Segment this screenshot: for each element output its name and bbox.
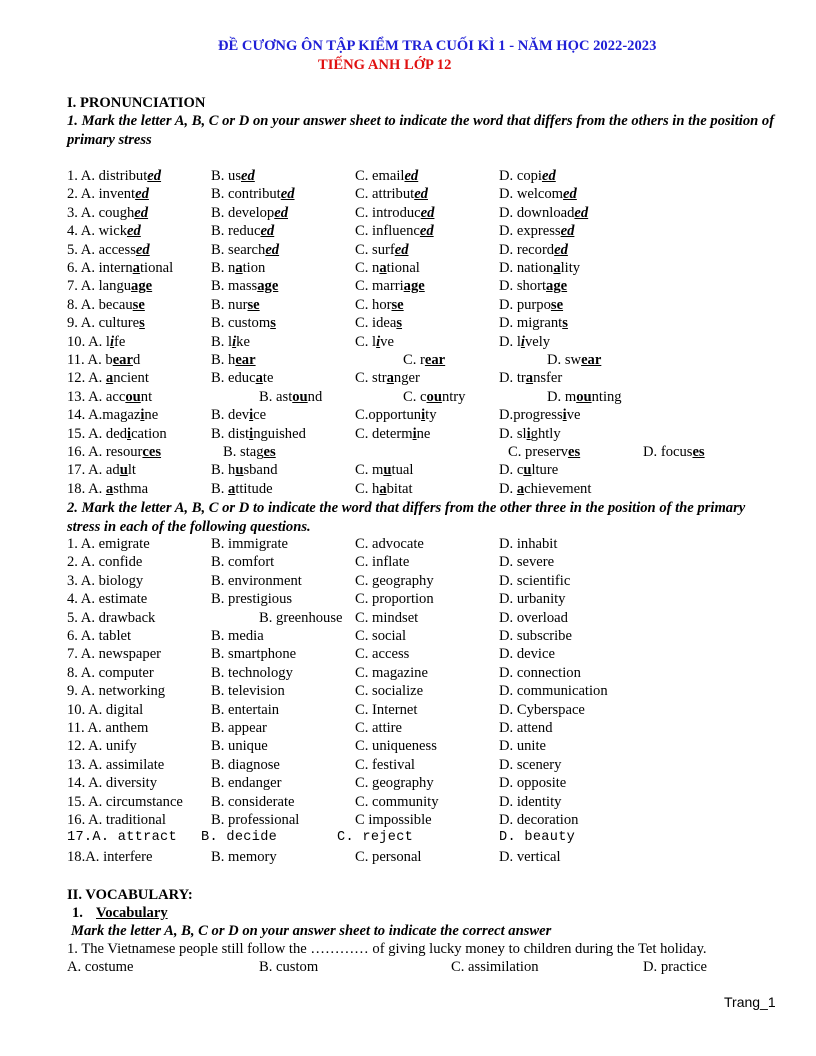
highlighted-sound: ou	[576, 388, 592, 405]
highlighted-sound: i	[249, 425, 254, 442]
stress-question-row	[67, 572, 787, 590]
question-row	[67, 314, 787, 332]
answer-option: C. proportion	[355, 591, 434, 608]
answer-option: 6. A. international	[67, 260, 174, 276]
stress-question-row	[67, 848, 787, 866]
answer-option: D. nationality	[499, 260, 581, 276]
stress-question-row	[67, 829, 787, 847]
highlighted-sound: ed	[134, 204, 149, 221]
answer-option: B. nation	[211, 260, 266, 276]
highlighted-sound: s	[562, 315, 568, 332]
highlighted-sound: ces	[142, 444, 162, 460]
option-c: C. assimilation	[451, 959, 539, 975]
answer-option: 17.A. attract	[67, 830, 177, 846]
question-row	[67, 461, 787, 479]
stress-question-row	[67, 811, 787, 829]
answer-option: 2. A. confide	[67, 554, 143, 571]
pronunciation-instruction-1: 1. Mark the letter A, B, C or D on your answer sheet to indicate the word that differs from the others in the position of primary stress	[67, 113, 775, 148]
answer-option: 3. A. coughed	[67, 204, 149, 221]
page-number: Trang_1	[724, 994, 776, 1010]
highlighted-sound: ed	[135, 241, 150, 258]
answer-option: 6. A. tablet	[67, 628, 132, 644]
highlighted-sound: se	[550, 296, 564, 313]
answer-option: C. habitat	[355, 480, 413, 497]
answer-option: C. access	[355, 646, 410, 663]
stress-question-row	[67, 756, 787, 774]
answer-option: C. reject	[337, 830, 414, 846]
answer-option: 12. A. ancient	[67, 370, 149, 387]
answer-option: C. rear	[403, 352, 446, 368]
highlighted-sound: a	[132, 260, 140, 276]
highlighted-sound: i	[249, 407, 254, 424]
question-row	[67, 388, 787, 406]
answer-option: B. prestigious	[211, 591, 293, 608]
answer-option: B. entertain	[211, 701, 280, 718]
answer-option: D. copied	[499, 168, 556, 184]
highlighted-sound: age	[403, 278, 425, 295]
highlighted-sound: se	[391, 296, 404, 313]
highlighted-sound: ed	[265, 241, 280, 258]
answer-option: B. like	[211, 333, 250, 350]
highlighted-sound: ou	[292, 388, 308, 405]
highlighted-sound: a	[516, 480, 525, 497]
answer-option: D. Cyberspace	[499, 701, 585, 718]
answer-option: 11. A. anthem	[67, 720, 149, 736]
question-row	[67, 167, 787, 185]
answer-option: C. attire	[355, 720, 403, 736]
answer-option: B. decide	[201, 830, 278, 846]
answer-option: C. inflate	[355, 554, 410, 571]
pronunciation-instruction-2: 2. Mark the letter A, B, C or D to indicate the word that differs from the other three in the position of the primary stress in each of the following questions.	[67, 500, 746, 535]
answer-option: C. attributed	[355, 186, 428, 203]
answer-option: C. emailed	[355, 168, 419, 184]
answer-option: C. socialize	[355, 683, 424, 700]
answer-option: B. comfort	[211, 554, 275, 571]
highlighted-sound: ed	[280, 186, 295, 203]
highlighted-sound: ed	[394, 241, 409, 258]
document-subtitle: TIẾNG ANH LỚP 12	[318, 57, 452, 73]
answer-option: D. inhabit	[499, 536, 558, 552]
answer-option: D. migrants	[499, 315, 568, 332]
answer-option: B. device	[211, 407, 267, 424]
answer-option: B. used	[211, 168, 255, 184]
highlighted-sound: a	[255, 370, 263, 387]
answer-option: C. magazine	[355, 664, 428, 681]
highlighted-sound: a	[228, 480, 236, 497]
answer-option: C.opportunity	[355, 407, 437, 424]
highlighted-sound: i	[520, 333, 525, 350]
answer-option: B. customs	[211, 315, 276, 332]
highlighted-sound: i	[376, 333, 381, 350]
answer-option: C. mindset	[355, 609, 419, 626]
answer-option: B. stages	[223, 444, 276, 460]
answer-option: B. appear	[211, 720, 267, 736]
highlighted-sound: ed	[274, 204, 289, 221]
answer-option: D. overload	[499, 609, 568, 626]
highlighted-sound: se	[247, 296, 260, 313]
highlighted-sound: a	[386, 370, 394, 387]
answer-option: B. greenhouse	[259, 609, 343, 626]
answer-option: C. geography	[355, 572, 434, 589]
highlighted-sound: a	[235, 260, 243, 276]
answer-option: B. distinguished	[211, 425, 306, 442]
answer-option: 8. A. computer	[67, 664, 154, 681]
answer-option: 4. A. estimate	[67, 591, 148, 608]
answer-option: 18. A. asthma	[67, 480, 149, 497]
answer-option: B. technology	[211, 664, 293, 681]
stress-question-row	[67, 609, 787, 627]
question-row	[67, 425, 787, 443]
answer-option: D. transfer	[499, 370, 563, 387]
highlighted-sound: ed	[414, 186, 428, 203]
answer-option: C. festival	[355, 756, 415, 773]
answer-option: B. educate	[211, 370, 274, 387]
answer-option: C. national	[355, 260, 420, 276]
highlighted-sound: ed	[419, 223, 434, 240]
answer-option: B. massage	[211, 278, 279, 295]
highlighted-sound: ed	[541, 168, 556, 184]
highlighted-sound: ear	[235, 352, 256, 368]
answer-option: C. surfed	[355, 241, 409, 258]
answer-option: C. mutual	[355, 462, 414, 479]
highlighted-sound: a	[553, 260, 561, 276]
answer-option: 13. A. assimilate	[67, 756, 165, 773]
stress-question-row	[67, 701, 787, 719]
answer-option: C. ideas	[355, 315, 403, 332]
section-vocabulary-heading: II. VOCABULARY:	[67, 887, 193, 903]
answer-option: B. reduced	[211, 223, 275, 240]
answer-option: D. opposite	[499, 775, 567, 792]
highlighted-sound: i	[140, 407, 145, 424]
answer-option: 7. A. newspaper	[67, 646, 162, 663]
question-row	[67, 480, 787, 498]
highlighted-sound: i	[421, 407, 426, 424]
answer-option: B. endanger	[211, 775, 282, 792]
highlighted-sound: se	[132, 296, 145, 313]
answer-option: D. subscribe	[499, 628, 572, 644]
stress-question-row	[67, 793, 787, 811]
highlighted-sound: ear	[424, 352, 446, 368]
answer-option: 16. A. resources	[67, 444, 162, 460]
question-row	[67, 369, 787, 387]
vocabulary-instruction: Mark the letter A, B, C or D on your answer sheet to indicate the correct answer	[71, 923, 552, 939]
question-row	[67, 241, 787, 259]
answer-option: C. determine	[355, 425, 431, 442]
highlighted-sound: a	[105, 370, 114, 387]
vocabulary-subheading-number: 1.	[72, 905, 83, 921]
answer-option: D. identity	[499, 793, 562, 810]
answer-option: C. advocate	[355, 536, 424, 552]
vocabulary-q1-options	[67, 958, 787, 976]
answer-option: B. media	[211, 628, 264, 644]
highlighted-sound: a	[105, 480, 114, 497]
highlighted-sound: es	[567, 444, 581, 460]
highlighted-sound: ear	[581, 352, 602, 368]
answer-option: D. focuses	[643, 444, 705, 460]
answer-option: B. professional	[211, 812, 300, 828]
answer-option: D. urbanity	[499, 591, 566, 608]
highlighted-sound: i	[109, 333, 115, 350]
answer-option: D. slightly	[499, 425, 561, 442]
answer-option: B. unique	[211, 738, 268, 755]
answer-option: B. searched	[211, 241, 280, 258]
stress-question-row	[67, 774, 787, 792]
answer-option: B. memory	[211, 848, 277, 865]
highlighted-sound: i	[232, 333, 237, 350]
highlighted-sound: ed	[404, 168, 419, 184]
highlighted-sound: ed	[574, 204, 589, 221]
answer-option: 14. A.magazine	[67, 407, 159, 424]
vocabulary-subheading: Vocabulary	[96, 905, 168, 921]
highlighted-sound: ed	[135, 186, 149, 203]
answer-option: C. stranger	[355, 370, 420, 387]
question-row	[67, 406, 787, 424]
stress-question-row	[67, 535, 787, 553]
answer-option: 4. A. wicked	[67, 223, 141, 240]
highlighted-sound: u	[523, 462, 532, 479]
answer-option: D. unite	[499, 738, 547, 755]
answer-option: 16. A. traditional	[67, 812, 166, 828]
answer-option: D. severe	[499, 554, 555, 571]
highlighted-sound: ou	[426, 388, 442, 405]
highlighted-sound: ed	[420, 204, 435, 221]
answer-option: D. beauty	[499, 830, 576, 846]
answer-option: 3. A. biology	[67, 572, 144, 589]
answer-option: C. preserves	[508, 444, 581, 460]
answer-option: D. scenery	[499, 756, 562, 773]
answer-option: 9. A. cultures	[67, 315, 145, 332]
highlighted-sound: u	[235, 462, 244, 479]
highlighted-sound: ou	[125, 388, 141, 405]
answer-option: C impossible	[355, 812, 432, 828]
answer-option: D. communication	[499, 683, 608, 700]
stress-question-row	[67, 682, 787, 700]
highlighted-sound: s	[139, 315, 145, 332]
option-d: D. practice	[643, 959, 708, 975]
answer-option: B. smartphone	[211, 646, 297, 663]
answer-option: C. uniqueness	[355, 738, 437, 755]
stress-question-row	[67, 737, 787, 755]
answer-option: 12. A. unify	[67, 738, 137, 755]
answer-option: 15. A. dedication	[67, 425, 167, 442]
answer-option: C. geography	[355, 775, 434, 792]
answer-option: B. hear	[211, 352, 256, 368]
answer-option: B. astound	[259, 388, 323, 405]
option-b: B. custom	[259, 959, 319, 975]
answer-option: D.progressive	[499, 407, 581, 424]
highlighted-sound: ed	[260, 223, 275, 240]
answer-option: D. downloaded	[499, 204, 589, 221]
highlighted-sound: ed	[554, 241, 568, 258]
answer-option: D. achievement	[499, 480, 592, 497]
question-row	[67, 204, 787, 222]
answer-option: D. shortage	[499, 278, 568, 295]
question-row	[67, 443, 787, 461]
stress-question-row	[67, 627, 787, 645]
answer-option: 13. A. account	[67, 388, 153, 405]
highlighted-sound: u	[383, 462, 392, 479]
vocabulary-question-1: 1. The Vietnamese people still follow the ………… of giving lucky money to children during the Tet holiday.	[67, 941, 707, 957]
highlighted-sound: s	[270, 315, 276, 332]
answer-option: D. welcomed	[499, 186, 577, 203]
answer-option: 10. A. life	[67, 333, 126, 350]
question-row	[67, 351, 787, 369]
highlighted-sound: es	[263, 444, 276, 460]
answer-option: 1. A. emigrate	[67, 536, 150, 552]
section-pronunciation-heading: I. PRONUNCIATION	[67, 95, 206, 111]
highlighted-sound: i	[526, 425, 531, 442]
answer-option: D. purpose	[499, 296, 564, 313]
highlighted-sound: ed	[127, 223, 141, 240]
answer-option: B. considerate	[211, 793, 295, 810]
answer-option: B. immigrate	[211, 536, 289, 552]
highlighted-sound: age	[131, 278, 153, 295]
answer-option: 7. A. language	[67, 278, 153, 295]
answer-option: B. environment	[211, 572, 302, 589]
highlighted-sound: i	[127, 425, 132, 442]
highlighted-sound: ed	[147, 168, 162, 184]
highlighted-sound: a	[379, 480, 387, 497]
stress-question-row	[67, 590, 787, 608]
answer-option: D. connection	[499, 664, 581, 681]
answer-option: C. personal	[355, 848, 422, 865]
highlighted-sound: ear	[112, 352, 133, 368]
stress-question-row	[67, 664, 787, 682]
question-row	[67, 185, 787, 203]
answer-option: C. social	[355, 628, 407, 644]
answer-option: C. marriage	[355, 278, 425, 295]
answer-option: D. mounting	[547, 388, 622, 405]
highlighted-sound: ed	[563, 186, 577, 203]
highlighted-sound: ed	[241, 168, 255, 184]
answer-option: 17. A. adult	[67, 462, 136, 479]
answer-option: B. contributed	[211, 186, 295, 203]
option-a: A. costume	[67, 959, 134, 975]
stress-question-row	[67, 719, 787, 737]
answer-option: 11. A. beard	[67, 352, 141, 368]
answer-option: 2. A. invented	[67, 186, 149, 203]
answer-option: B. developed	[211, 204, 289, 221]
answer-option: D. recorded	[499, 241, 568, 258]
answer-option: D. scientific	[499, 572, 571, 589]
highlighted-sound: age	[546, 278, 568, 295]
highlighted-sound: s	[396, 315, 403, 332]
question-row	[67, 259, 787, 277]
answer-option: D. attend	[499, 720, 553, 736]
answer-option: C. introduced	[355, 204, 435, 221]
answer-option: D. lively	[499, 333, 551, 350]
document-title: ĐỀ CƯƠNG ÔN TẬP KIỂM TRA CUỐI KÌ 1 - NĂM HỌC 2022-2023	[218, 38, 657, 54]
answer-option: D. vertical	[499, 848, 561, 865]
answer-option: 9. A. networking	[67, 683, 166, 700]
answer-option: 18.A. interfere	[67, 848, 153, 865]
question-row	[67, 277, 787, 295]
stress-question-row	[67, 645, 787, 663]
answer-option: C. community	[355, 793, 439, 810]
highlighted-sound: u	[119, 462, 128, 479]
answer-option: 14. A. diversity	[67, 775, 157, 792]
question-row	[67, 296, 787, 314]
answer-option: B. attitude	[211, 480, 273, 497]
answer-option: C. influenced	[355, 223, 434, 240]
answer-option: 1. A. distributed	[67, 168, 162, 184]
stress-question-row	[67, 553, 787, 571]
answer-option: 5. A. accessed	[67, 241, 150, 258]
answer-option: 8. A. because	[67, 296, 145, 313]
answer-option: B. television	[211, 683, 285, 700]
highlighted-sound: age	[257, 278, 279, 295]
answer-option: 5. A. drawback	[67, 609, 156, 626]
highlighted-sound: es	[692, 444, 705, 460]
highlighted-sound: a	[525, 370, 534, 387]
question-row	[67, 333, 787, 351]
answer-option: C. Internet	[355, 701, 418, 718]
highlighted-sound: a	[379, 260, 387, 276]
answer-option: C. live	[355, 333, 394, 350]
question-row	[67, 222, 787, 240]
answer-option: B. nurse	[211, 296, 260, 313]
answer-option: D. culture	[499, 462, 559, 479]
answer-option: C. country	[403, 388, 466, 405]
answer-option: D. swear	[547, 352, 602, 368]
answer-option: D. expressed	[499, 223, 575, 240]
answer-option: C. horse	[355, 296, 404, 313]
answer-option: D. decoration	[499, 812, 579, 828]
highlighted-sound: i	[412, 425, 417, 442]
answer-option: 15. A. circumstance	[67, 793, 183, 810]
answer-option: D. device	[499, 646, 555, 663]
answer-option: B. diagnose	[211, 756, 280, 773]
answer-option: B. husband	[211, 462, 278, 479]
answer-option: 10. A. digital	[67, 701, 144, 718]
highlighted-sound: ed	[560, 223, 575, 240]
highlighted-sound: i	[562, 407, 567, 424]
